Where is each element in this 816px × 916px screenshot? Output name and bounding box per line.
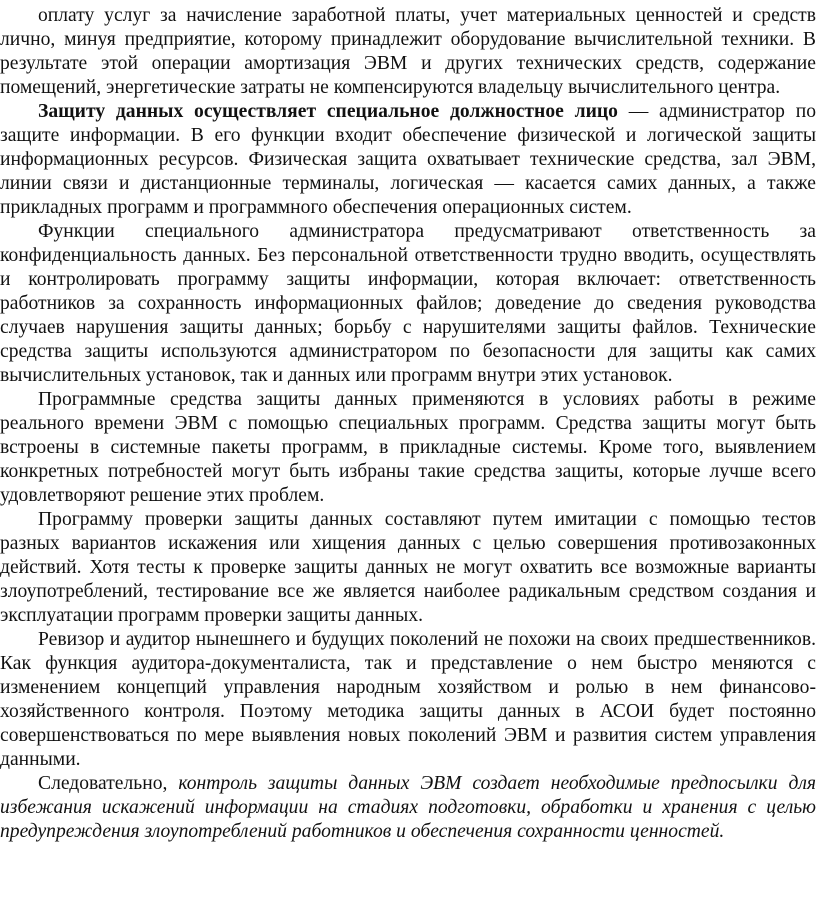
paragraph-6: [0, 628, 816, 772]
paragraph-5-text: Программу проверки защиты данных составляют путем имитации с помощью тестов разных вариантов искажения или хищения данных с целью совершения противозаконных действий. Хотя тесты к проверке защиты данных не могут охватить все возможные варианты злоупотреблений, тестирование все же является наиболее радикальным средством создания и эксплуатации программ проверки защиты данных.: [0, 509, 816, 626]
paragraph-6-text: Ревизор и аудитор нынешнего и будущих поколений не похожи на своих предшественников. Как функция аудитора-документалиста, так и представление о нем быстро меняются с изменением концепций управления народным хозяйством и ролью в нем финансово-хозяйственного контроля. Поэтому методика защиты данных в АСОИ будет постоянно совершенствоваться по мере выявления новых поколений ЭВМ и развития систем управления данными.: [0, 629, 816, 770]
paragraph-3: [0, 220, 816, 388]
paragraph-4-text: Программные средства защиты данных применяются в условиях работы в режиме реального времени ЭВМ с помощью специальных программ. Средства защиты могут быть встроены в системные пакеты программ, в прикладные системы. Кроме того, выявлением конкретных потребностей могут быть избраны такие средства защиты, которые лучше всего удовлетворяют решение этих проблем.: [0, 389, 816, 506]
paragraph-2-text: — администратор по защите информации. В его функции входит обеспечение физической и логической защиты информационных ресурсов. Физическая защита охватывает технические средства, зал ЭВМ, линии связи и дистанционные терминалы, логическая — касается самих данных, а также прикладных программ и программного обеспечения операционных систем.: [0, 101, 816, 218]
paragraph-2: [0, 100, 816, 220]
paragraph-1: [0, 4, 816, 100]
paragraph-2-bold-lead: Защиту данных осуществляет специальное должностное лицо: [38, 101, 618, 122]
paragraph-7: [0, 772, 816, 844]
paragraph-5: [0, 508, 816, 628]
paragraph-7-italic-conclusion: контроль защиты данных ЭВМ создает необходимые предпосылки для избежания искажений информации на стадиях подготовки, обработки и хранения с целью предупреждения злоупотреблений работников и обеспечения сохранности ценностей.: [0, 773, 816, 842]
paragraph-7-text: Следовательно,: [38, 773, 179, 794]
paragraph-1-text: оплату услуг за начисление заработной платы, учет материальных ценностей и средств лично, минуя предприятие, которому принадлежит оборудование вычислительной техники. В результате этой операции амортизация ЭВМ и других технических средств, содержание помещений, энергетические затраты не компенсируются владельцу вычислительного центра.: [0, 5, 816, 98]
paragraph-3-text: Функции специального администратора предусматривают ответственность за конфиденциальность данных. Без персональной ответственности трудно вводить, осуществлять и контролировать программу защиты информации, которая включает: ответственность работников за сохранность информационных файлов; доведение до сведения руководства случаев нарушения защиты данных; борьбу с нарушителями защиты файлов. Технические средства защиты используются администратором по безопасности для защиты как самих вычислительных установок, так и данных или программ внутри этих установок.: [0, 221, 816, 386]
paragraph-4: [0, 388, 816, 508]
